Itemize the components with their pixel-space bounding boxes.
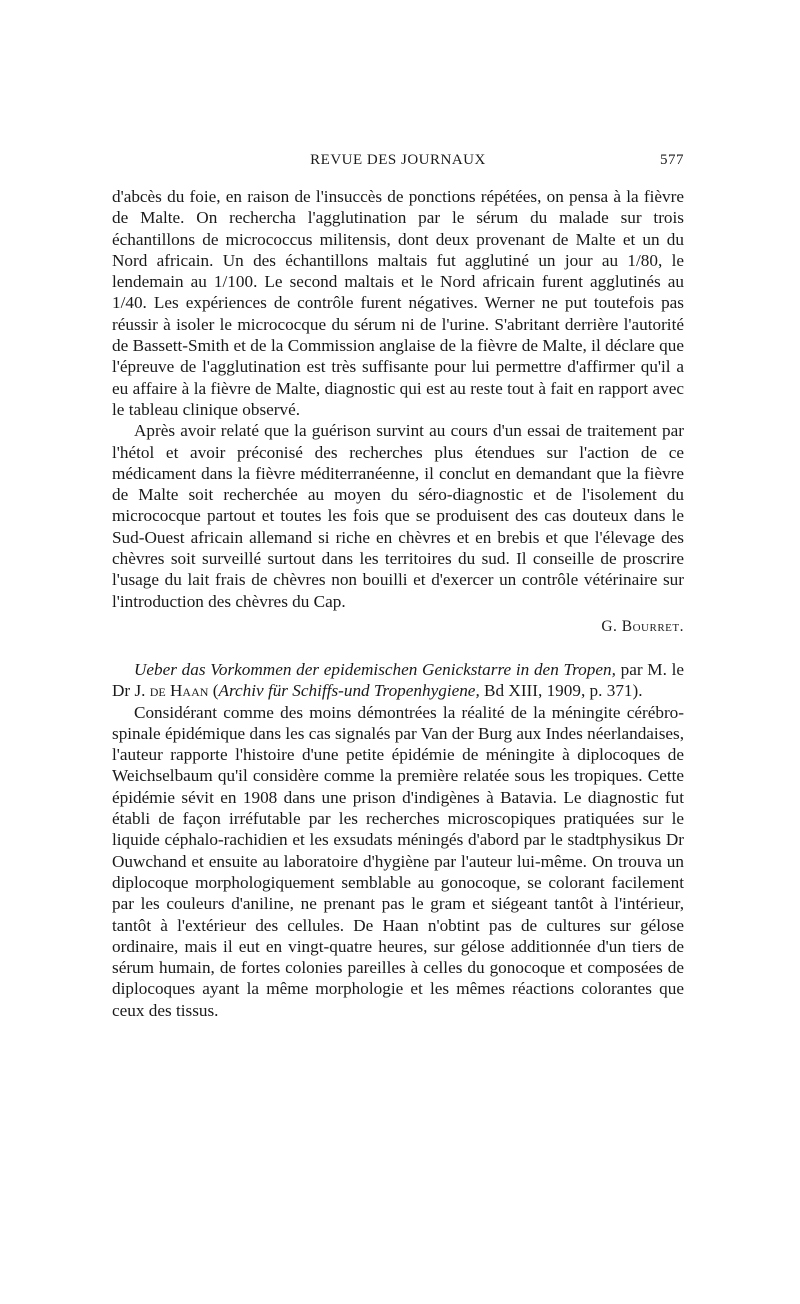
review-citation: Ueber das Vorkommen der epidemischen Genickstarre in den Tropen, par M. le Dr J. de Haan (Archiv für Schiffs-und Tropenhygiene, Bd XIII, 1909, p. 371). [112,659,685,701]
citation-author: J. de Haan [134,681,209,701]
author-signature: G. Bourret. [601,617,684,635]
paragraph-continued: d'abcès du foie, en raison de l'insuccès de ponctions répétées, on pensa à la fièvre de Malte. On rechercha l'agglutination par le sérum du malade sur trois échantillons de micrococcus militensis, dont deux provenant de Malte et un du Nord africain. Un des échantillons maltais fut agglutiné un jour au 1/80, le lendemain au 1/100. Le second maltais et le Nord africain furent agglutinés au 1/40. Les expériences de contrôle furent négatives. Werner ne put toutefois pas réussir à isoler le micrococque du sérum ni de l'urine. S'abritant derrière l'autorité de Bassett-Smith et de la Commission anglaise de la fièvre de Malte, il déclare que l'épreuve de l'agglutination est très suffisante pour lui permettre d'affirmer qu'il a eu affaire à la fièvre de Malte, diagnostic qui est au reste tout à fait en rapport avec le tableau clinique observé. [112,187,684,419]
citation-author-prefix: par M. le Dr [112,659,685,701]
paragraph-review: Considérant comme des moins démontrées la réalité de la méningite cérébro-spinale épidémique dans les cas signalés par Van der Burg aux Indes néerlandaises, l'auteur rapporte l'histoire d'une petite épidémie de méningite à diplocoques de Weichselbaum qu'il considère comme la première relatée sous les tropiques. Cette épidémie sévit en 1908 dans une prison d'indigènes à Batavia. Le diagnostic fut établi de façon irréfutable par les recherches microscopiques pratiquées sur le liquide céphalo-rachidien et les exsudats méningés d'abord par le stadtphysikus Dr Ouwchand et ensuite au laboratoire d'hygiène par l'auteur lui-même. On trouva un diplocoque morphologiquement semblable au gonocoque, se colorant facilement par les couleurs d'aniline, ne prenant pas le gram et siégeant tantôt à l'intérieur, tantôt à l'extérieur des cellules. De Haan n'obtint pas de cultures sur gélose ordinaire, mais il eut en vingt-quatre heures, sur gélose additionnée d'un tiers de sérum humain, de fortes colonies pareilles à celles du gonocoque et composées de diplocoques ayant la même morphologie et les mêmes réactions colorantes que ceux des tissus. [112,702,684,1020]
running-title: REVUE DES JOURNAUX [310,152,486,168]
paragraph-conclusion: Après avoir relaté que la guérison survint au cours d'un essai de traitement par l'hétol et avoir préconisé des recherches plus étendues sur l'action de ce médicament dans la fièvre méditerranéenne, il conclut en demandant que la fièvre de Malte soit recherchée au moyen du séro-diagnostic et de l'isolement du micrococque partout et toutes les fois que se produisent des cas douteux dans le Sud-Ouest africain allemand si riche en chèvres et en brebis et que l'élevage des chèvres soit surveillé surtout dans les territoires du sud. Il conseille de proscrire l'usage du lait frais de chèvres non bouilli et d'exercer un contrôle vétérinaire sur l'introduction des chèvres du Cap. [112,421,684,611]
page-number: 577 [660,152,684,168]
document-page [112,152,684,1021]
article-body [112,186,684,1021]
page-header [112,152,684,176]
citation-title: Ueber das Vorkommen der epidemischen Genickstarre in den Tropen, [134,659,616,679]
citation-volume: Bd XIII, 1909, p. 371). [484,681,643,701]
citation-journal: Archiv für Schiffs-und Tropenhygiene, [218,681,480,701]
section-separator [112,637,684,659]
